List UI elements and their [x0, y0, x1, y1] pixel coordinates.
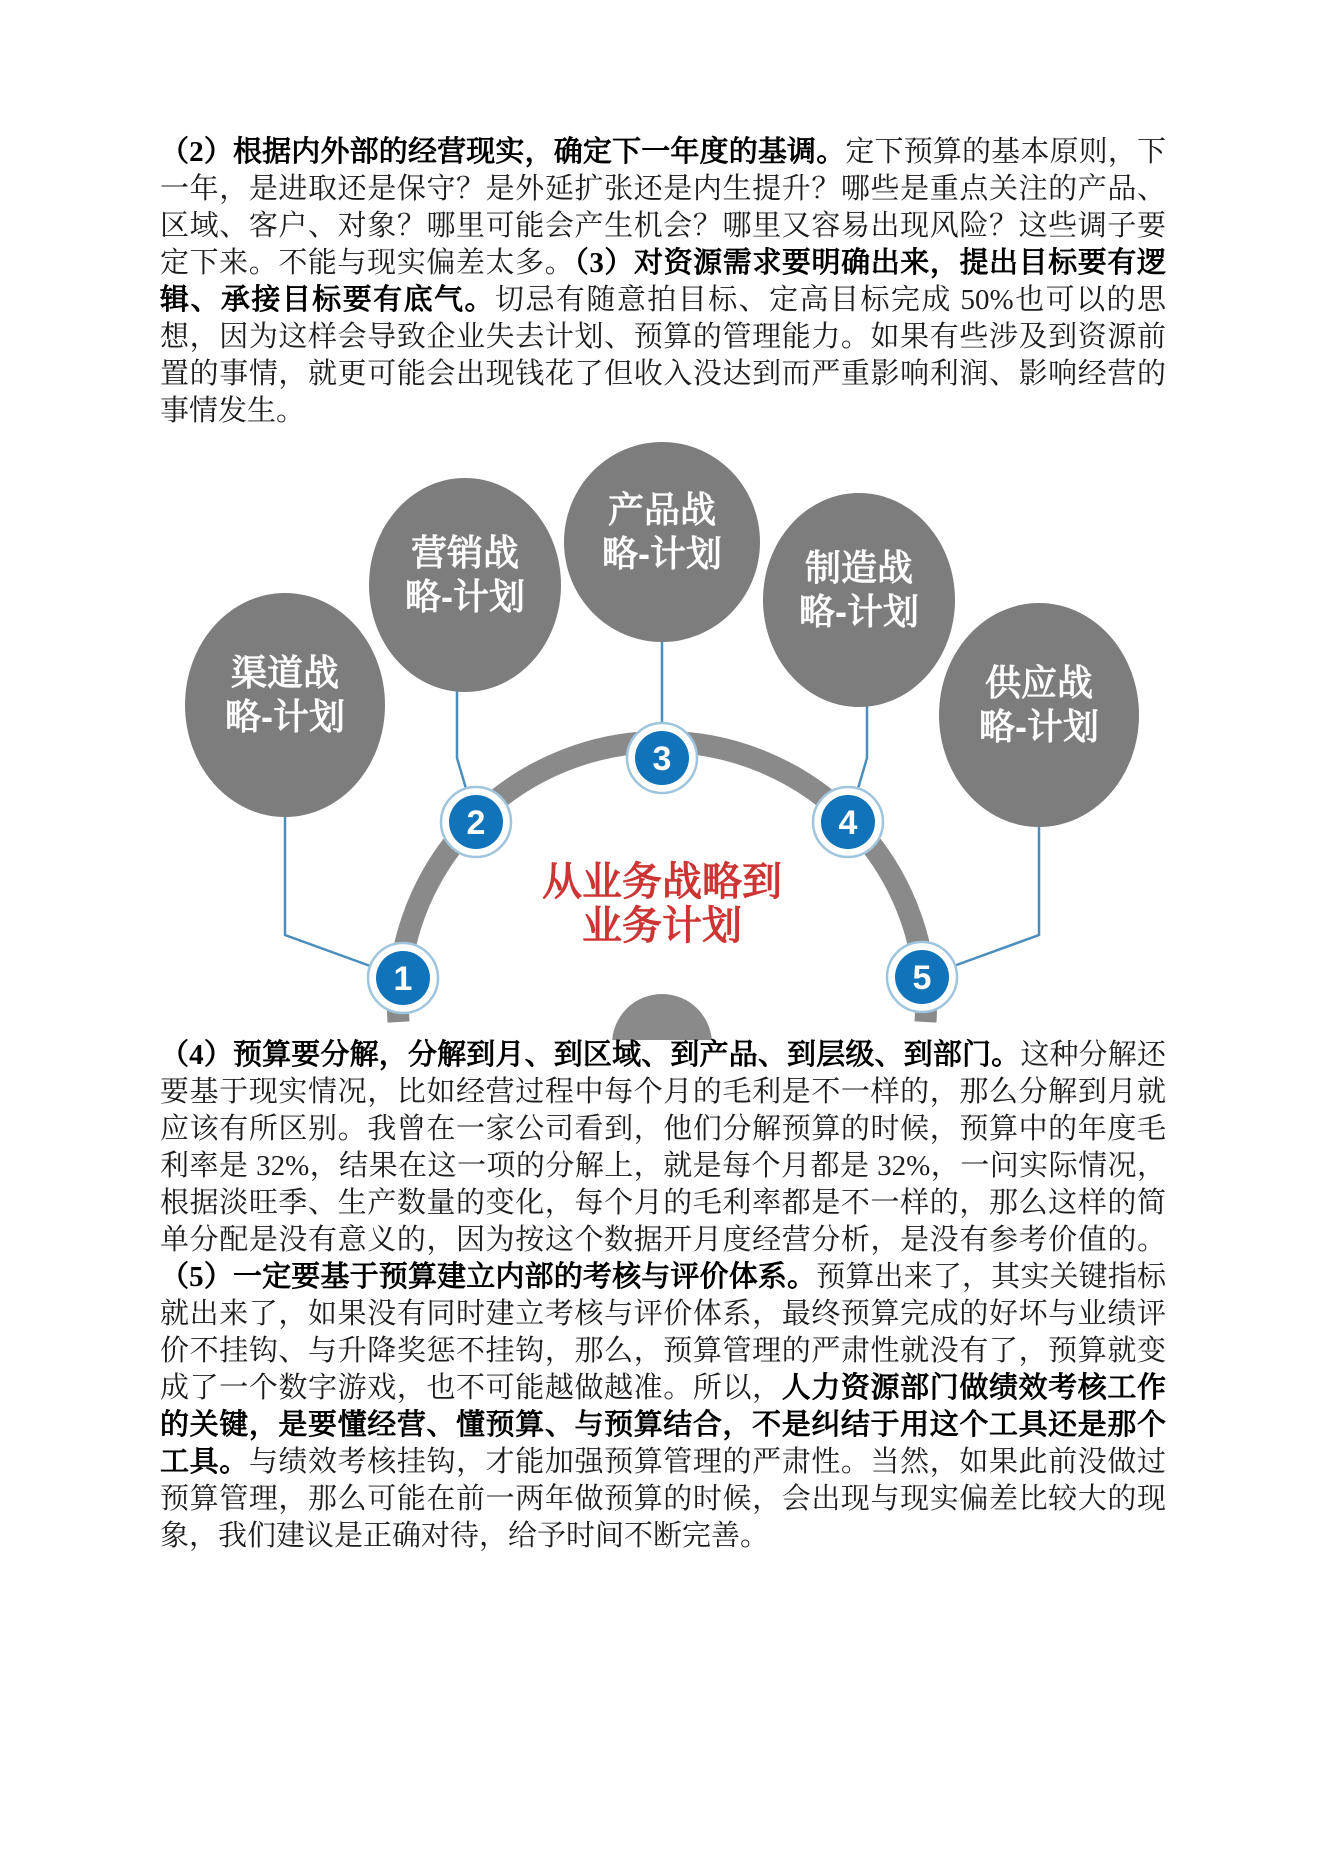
connector-line-2: [457, 682, 467, 792]
step-number: 4: [838, 804, 858, 842]
step-circle-5: [887, 942, 957, 1012]
text-segment-heading-3: （3）对资源需求要明确出来，提出目标要有逻辑、承接目标要有底气。: [160, 247, 1166, 316]
text-segment: 与绩效考核挂钩，才能加强预算管理的严肃性。当然，如果此前没做过预算管理，那么可能在前一两年做预算的时候，会出现与现实偏差比较大的现象，我们建议是正确对待，给予时间不断完善。: [160, 1446, 1166, 1552]
node-product-strategy: [564, 442, 760, 642]
node-label-line2: 略-计划: [225, 696, 345, 737]
paragraph-budget-decomposition: [160, 1037, 1166, 1555]
node-label-line1: 营销战: [410, 532, 520, 573]
node-label-line1: 产品战: [607, 489, 717, 530]
node-label-line2: 略-计划: [405, 576, 525, 617]
text-segment: 切忌有随意拍目标、定高目标完成 50%也可以的思想，因为这样会导致企业失去计划、预算的管理能力。如果有些涉及到资源前置的事情，就更可能会出现钱花了但收入没达到而严重影响利润、影响经营的事情发生。: [160, 284, 1166, 427]
text-segment: 定下预算的基本原则，下一年，是进取还是保守？是外延扩张还是内生提升？哪些是重点关注的产品、区域、客户、对象？哪里可能会产生机会？哪里又容易出现风险？这些调子要定下来。不能与现实偏差太多。: [160, 136, 1166, 279]
diagram-title-line2: 业务计划: [582, 904, 742, 948]
node-marketing-strategy: [369, 478, 561, 692]
step-number: 1: [393, 960, 413, 998]
node-channel-strategy: [185, 593, 385, 817]
step-number: 2: [466, 804, 486, 842]
step-number: 3: [652, 740, 672, 778]
paragraph-budget-tone: [160, 134, 1166, 430]
base-dome-shape: [612, 994, 712, 1040]
text-segment-heading-5: （5）一定要基于预算建立内部的考核与评价体系。: [160, 1261, 817, 1293]
node-label-line1: 供应战: [984, 662, 1094, 703]
step-circle-3: [627, 723, 697, 793]
text-segment-heading-2: （2）根据内外部的经营现实，确定下一年度的基调。: [160, 136, 846, 168]
text-segment: 预算出来了，其实关键指标就出来了，如果没有同时建立考核与评价体系，最终预算完成的好坏与业绩评价不挂钩、与升降奖惩不挂钩，那么，预算管理的严肃性就没有了，预算就变成了一个数字游戏，也不可能越做越准。所以，: [160, 1261, 1166, 1404]
node-supply-strategy: [939, 603, 1139, 827]
step-circle-1: [368, 943, 438, 1013]
node-label-line2: 略-计划: [799, 591, 919, 632]
node-manufacturing-strategy: [763, 493, 955, 707]
diagram-title-line1: 从业务战略到: [542, 860, 782, 904]
node-label-line1: 制造战: [804, 547, 914, 588]
step-circle-2: [441, 787, 511, 857]
connector-line-1: [285, 817, 373, 967]
step-circle-4: [813, 787, 883, 857]
connector-line-5: [951, 827, 1039, 967]
node-label-line2: 略-计划: [979, 706, 1099, 747]
strategy-diagram: [160, 430, 1220, 1040]
node-label-line1: 渠道战: [230, 652, 340, 693]
text-segment-heading-4: （4）预算要分解，分解到月、到区域、到产品、到层级、到部门。: [160, 1039, 1021, 1071]
connector-line-4: [857, 705, 867, 792]
step-number: 5: [912, 959, 932, 997]
node-label-line2: 略-计划: [602, 533, 722, 574]
text-segment-hr-key: 人力资源部门做绩效考核工作的关键，是要懂经营、懂预算、与预算结合，不是纠结于用这个工具还是那个工具。: [160, 1372, 1166, 1478]
text-segment: 这种分解还要基于现实情况，比如经营过程中每个月的毛利是不一样的，那么分解到月就应该有所区别。我曾在一家公司看到，他们分解预算的时候，预算中的年度毛利率是 32%，结果在这一项的分解上，就是每个月都是 32%，一问实际情况，根据淡旺季、生产数量的变化，每个月的毛利率都是不一样的，那么这样的简单分配是没有意义的，因为按这个数据开月度经营分析，是没有参考价值的。: [160, 1039, 1166, 1256]
